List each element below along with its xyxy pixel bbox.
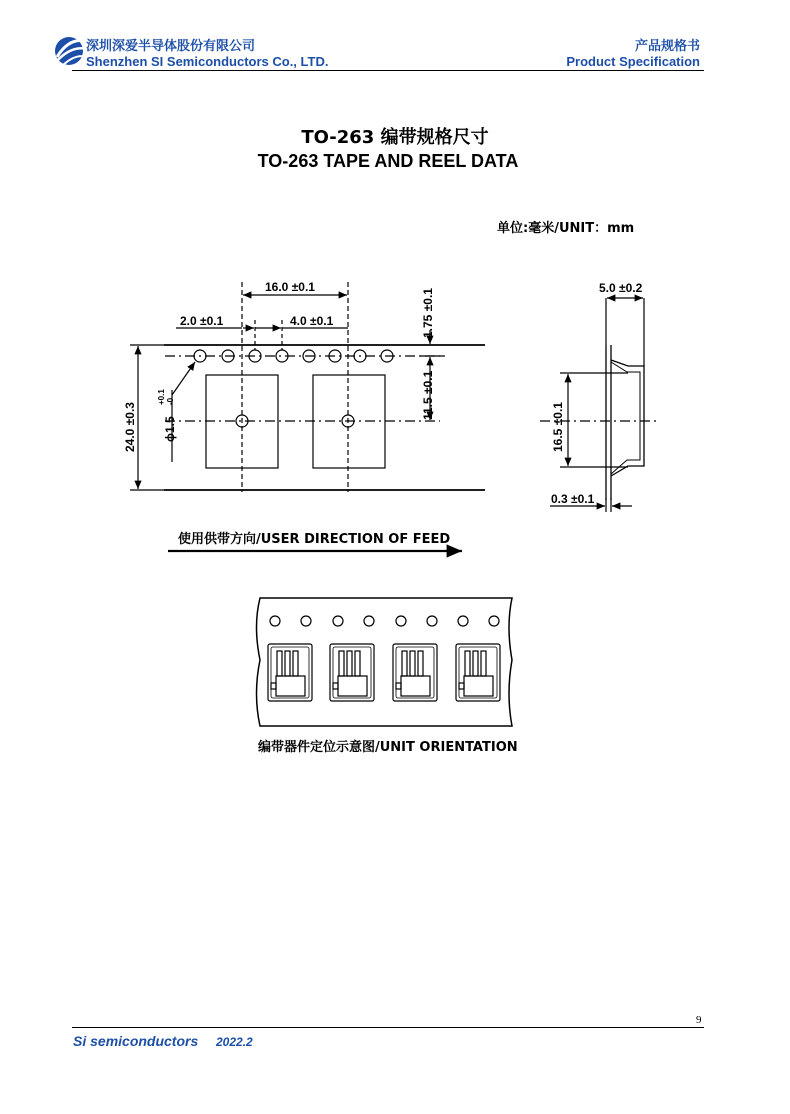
company-name-cn: 深圳深爱半导体股份有限公司 — [86, 39, 256, 54]
company-name-en: Shenzhen SI Semiconductors Co., LTD. — [86, 54, 329, 69]
unit-orientation-label: 编带器件定位示意图/UNIT ORIENTATION — [258, 740, 518, 755]
dim-phi-tol-minus: -0 — [166, 397, 175, 405]
dim-24: 24.0 ±0.3 — [123, 402, 137, 452]
footer-date: 2022.2 — [216, 1035, 253, 1049]
doc-type-en: Product Specification — [566, 54, 700, 69]
dim-03: 0.3 ±0.1 — [551, 492, 595, 506]
dim-phi15: ϕ1.5 — [163, 416, 177, 442]
dim-phi-tol-plus: +0.1 — [157, 389, 166, 405]
doc-type-cn: 产品规格书 — [634, 39, 700, 54]
unit-label: 单位:毫米/UNIT：mm — [497, 221, 635, 236]
dim-4: 4.0 ±0.1 — [290, 314, 334, 328]
feed-direction-label: 使用供带方向/USER DIRECTION OF FEED — [178, 532, 451, 547]
footer-divider — [72, 1027, 704, 1028]
footer-company: Si semiconductors — [73, 1033, 199, 1049]
page-number: 9 — [696, 1014, 702, 1026]
dim-2: 2.0 ±0.1 — [180, 314, 224, 328]
dim-16: 16.0 ±0.1 — [265, 280, 315, 294]
page-title-cn: TO-263 编带规格尺寸 — [301, 127, 489, 148]
page-title-en: TO-263 TAPE AND REEL DATA — [257, 151, 519, 171]
dim-115: 11.5 ±0.1 — [421, 370, 435, 420]
dim-5: 5.0 ±0.2 — [599, 281, 643, 295]
dim-175: 1.75 ±0.1 — [421, 288, 435, 338]
dim-165: 16.5 ±0.1 — [551, 402, 565, 452]
